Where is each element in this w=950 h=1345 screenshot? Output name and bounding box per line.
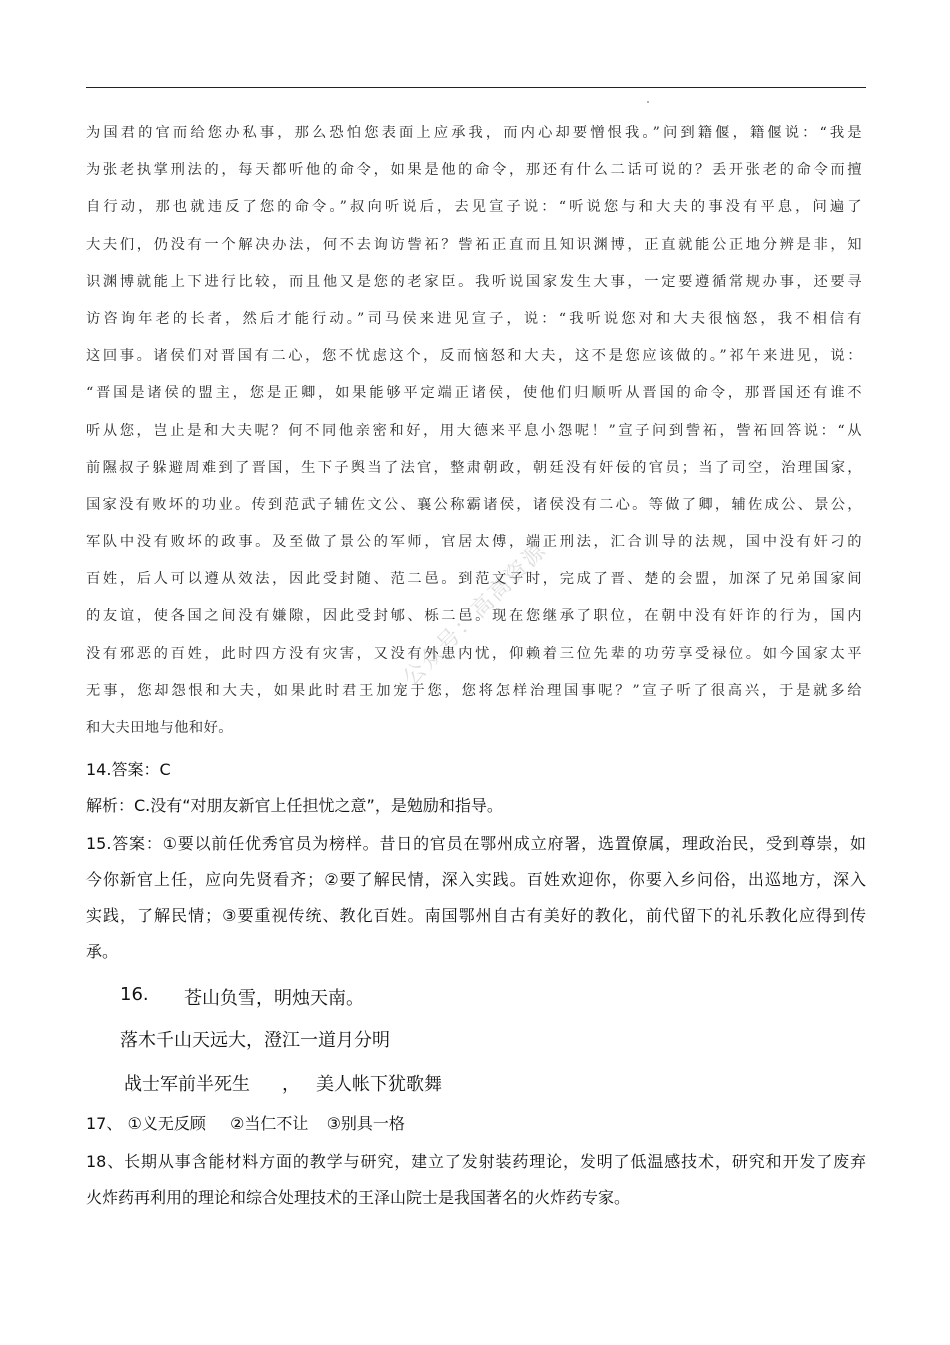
q15-line: 今你新官上任，应向先贤看齐；②要了解民情，深入实践。百姓欢迎你，你要入乡问俗，出巡地方，深入 bbox=[86, 870, 866, 889]
text-line: 和大夫田地与他和好。 bbox=[86, 720, 233, 736]
q14-block bbox=[86, 752, 503, 824]
q15-line: 承。 bbox=[86, 942, 119, 961]
q15-line: 15.答案：①要以前任优秀官员为榜样。昔日的官员在鄂州成立府署，选置僚属，理政治民，受到尊崇，如 bbox=[86, 834, 866, 853]
text-line: 自行动，那也就违反了您的命令。”叔向听说后，去见宣子说：“听说您与和大夫的事没有平息，问遍了 bbox=[86, 199, 862, 216]
text-line: 百姓，后人可以遵从效法，因此受封随、范二邑。到范文子时，完成了晋、楚的会盟，加深了兄弟国家间 bbox=[86, 571, 862, 588]
q16-line1: 苍山负雪，明烛天南。 bbox=[184, 988, 364, 1009]
q17-item: ③别具一格 bbox=[326, 1114, 405, 1133]
q16-line3-separator: ， bbox=[282, 1074, 300, 1095]
text-line: 大夫们，仍没有一个解决办法，何不去询访訾祏？訾祏正直而且知识渊博，正直就能公正地分辨是非，知 bbox=[86, 236, 862, 253]
q18-block bbox=[86, 1144, 866, 1216]
q16-line2: 落木千山天远大，澄江一道月分明 bbox=[120, 1030, 390, 1051]
text-line: 访咨询年老的长者，然后才能行动。”司马侯来进见宣子，说：“我听说您对和大夫很恼怒，我不相信有 bbox=[86, 310, 862, 327]
header-dot bbox=[647, 101, 649, 103]
header-rule bbox=[86, 87, 866, 88]
text-line: 没有邪恶的百姓，此时四方没有灾害，又没有外患内忧，仰赖着三位先辈的功劳享受禄位。如今国家太平 bbox=[86, 645, 862, 662]
q14-analysis: 解析：C.没有“对朋友新官上任担忧之意”，是勉励和指导。 bbox=[86, 796, 503, 815]
text-line: 为张老执掌刑法的，每天都听他的命令，如果是他的命令，那还有什么二话可说的？丢开张老的命令而擅 bbox=[86, 162, 862, 179]
q15-block bbox=[86, 826, 866, 970]
q16-line3-first: 战士军前半死生 bbox=[124, 1074, 250, 1095]
watermark: 公众号：高高资源 bbox=[398, 537, 552, 692]
text-line: 这回事。诸侯们对晋国有二心，您不忧虑这个，反而恼怒和大夫，这不是您应该做的。”祁午来进见，说： bbox=[86, 348, 862, 365]
text-line: 为国君的官而给您办私事，那么恐怕您表面上应承我，而内心却要憎恨我。”问到籍偃，籍偃说：“我是 bbox=[86, 125, 862, 141]
text-line: “晋国是诸侯的盟主，您是正卿，如果能够平定端正诸侯，使他们归顺听从晋国的命令，那晋国还有谁不 bbox=[86, 385, 862, 402]
q18-line: 火炸药再利用的理论和综合处理技术的王泽山院士是我国著名的火炸药专家。 bbox=[86, 1188, 631, 1207]
q17-item: ②当仁不让 bbox=[230, 1114, 309, 1133]
q15-line: 实践，了解民情；③要重视传统、教化百姓。南国鄂州自古有美好的教化，前代留下的礼乐教化应得到传 bbox=[86, 906, 866, 925]
q17-item: ①义无反顾 bbox=[127, 1114, 206, 1133]
text-line: 的友谊，使各国之间没有嫌隙，因此受封郇、栎二邑。现在您继承了职位，在朝中没有奸诈的行为，国内 bbox=[86, 608, 862, 625]
q17-block bbox=[86, 1106, 405, 1142]
text-line: 听从您，岂止是和大夫呢？何不同他亲密和好，用大德来平息小怨呢！”宣子问到訾祏，訾祏回答说：“从 bbox=[86, 422, 862, 439]
q16-line3-second: 美人帐下犹歌舞 bbox=[316, 1074, 442, 1095]
q14-answer: 14.答案：C bbox=[86, 760, 171, 779]
text-line: 前隰叔子躲避周难到了晋国，生下子舆当了法官，整肃朝政，朝廷没有奸佞的官员；当了司空，治理国家， bbox=[86, 459, 862, 476]
q18-line: 18、长期从事含能材料方面的教学与研究，建立了发射装药理论，发明了低温感技术，研究和开发了废弃 bbox=[86, 1152, 866, 1171]
text-line: 无事，您却怨恨和大夫，如果此时君王加宠于您，您将怎样治理国事呢？”宣子听了很高兴，于是就多给 bbox=[86, 682, 862, 699]
q16-number: 16. bbox=[120, 984, 149, 1005]
text-line: 军队中没有败坏的政事。及至做了景公的军师，官居太傅，端正刑法，汇合训导的法规，国中没有奸刁的 bbox=[86, 534, 862, 551]
q17-number: 17、 bbox=[86, 1114, 123, 1133]
translation-paragraph bbox=[86, 115, 862, 747]
text-line: 识渊博就能上下进行比较，而且他又是您的老家臣。我听说国家发生大事，一定要遵循常规办事，还要寻 bbox=[86, 273, 862, 290]
text-line: 国家没有败坏的功业。传到范武子辅佐文公、襄公称霸诸侯，诸侯没有二心。等做了卿，辅佐成公、景公， bbox=[86, 496, 862, 513]
